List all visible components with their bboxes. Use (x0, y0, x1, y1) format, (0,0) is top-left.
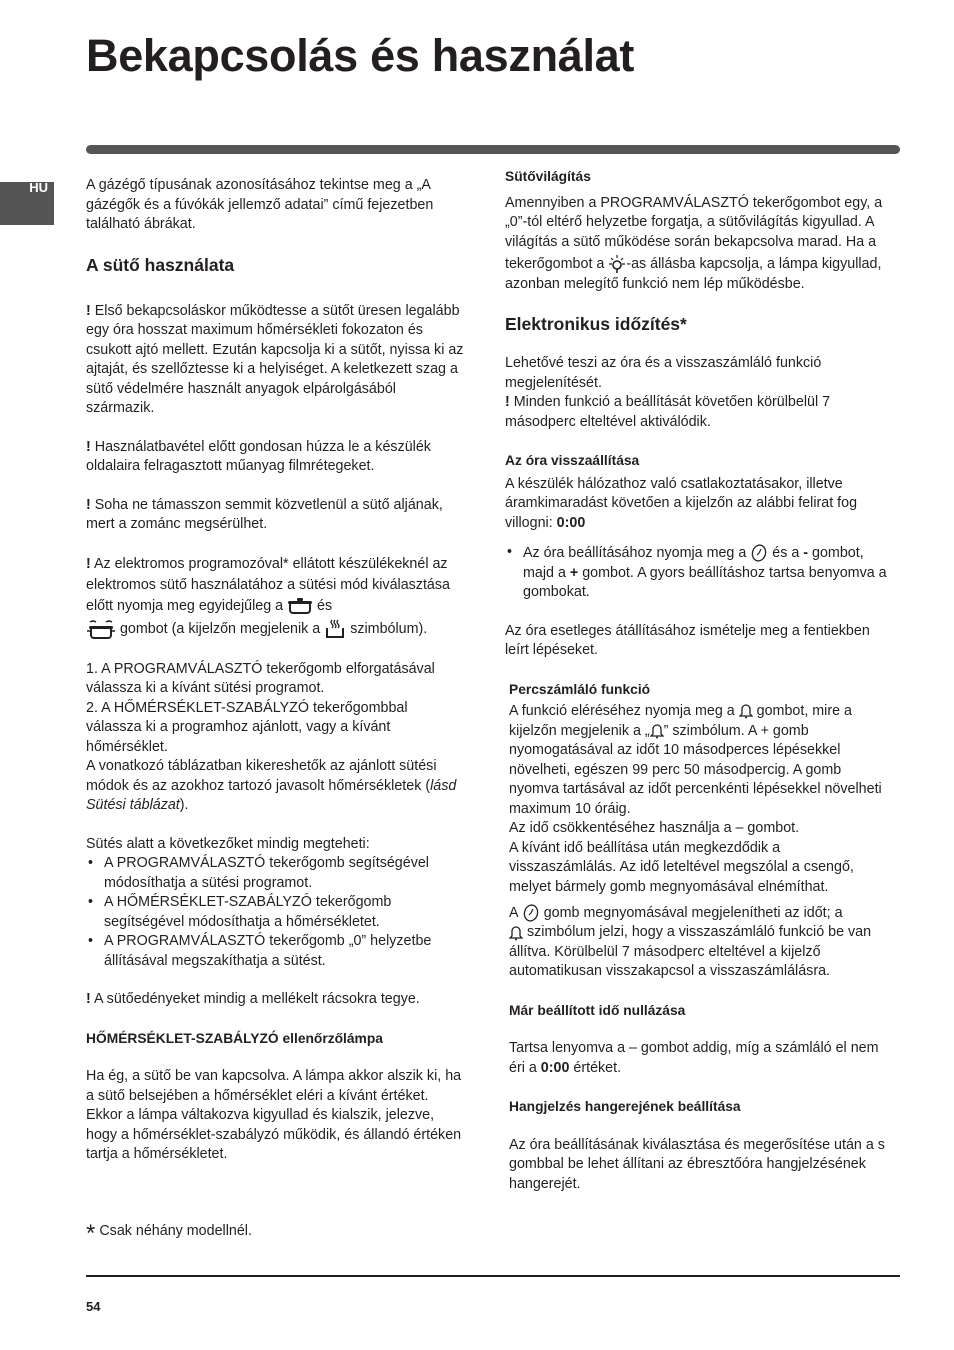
page-title: Bekapcsolás és használat (86, 30, 635, 81)
clock-reset-bullet-d: gombot. A gyors beállításhoz tartsa benyomva a gombokat. (523, 564, 887, 601)
warning-first-use-text: Első bekapcsoláskor működtesse a sütőt üresen legalább egy óra hosszat maximum hőmérsékleti fokozaton és csukott ajtó mellett. Ezután kapcsolja ki a sütőt, nyissa ki az ajtaját, és szellőztesse ki a helyiséget. A keletkezett szag a sütő védelmére használt anyagok elpárolgásából származik. (86, 302, 464, 416)
minute-timer-text (509, 702, 890, 819)
warning-bottom (86, 496, 464, 535)
oven-use-heading: A sütő használata (86, 254, 235, 275)
warning-programmer-text-d: szimbólum). (346, 620, 428, 637)
step-3-text-a: A vonatkozó táblázatban kikereshetők az ajánlott sütési módok és az azokhoz tartozó javasolt hőmérsékletek ( (86, 758, 437, 794)
warning-programmer-text-a: Az elektromos programozóval* ellátott készülékeknél az elektromos sütő használatához a sütési mód kiválasztása előtt nyomja meg egyidejűleg a (86, 555, 450, 614)
exclamation-mark: ! (86, 302, 91, 319)
plus-symbol: + (569, 564, 579, 581)
footnote-star: * (86, 1220, 96, 1247)
bottom-divider (86, 1275, 900, 1277)
minute-timer-text-a: A funkció eléréséhez nyomja meg a (509, 703, 739, 720)
thermostat-lamp-heading: HŐMÉRSÉKLET-SZABÁLYZÓ ellenőrzőlámpa (86, 1030, 383, 1046)
thermostat-lamp-text: Ha ég, a sütő be van kapcsolva. A lámpa akkor alszik ki, ha a sütő belsejében a hőmérséklet eléri a kívánt értéket. Ekkor a lámpa váltakozva kigyullad és kialszik, jelezve, hogy a hőmérséklet-szabályzó működik, és állandó értéken tartja a hőmérsékletet. (86, 1068, 462, 1162)
warning-first-use (86, 302, 464, 419)
clock-reset-text (505, 475, 890, 534)
oven-light-heading: Sütővilágítás (505, 169, 591, 184)
minute-timer-text-c: ” szimbólum. A + gomb nyomogatásával az időt 10 másodperces lépésekkel növelheti, egészen 99 perc 50 másodpercig. A gomb nyomva tartásával az időt percenkénti lépésekkel növelheti maximum 10 óráig. (509, 722, 882, 817)
reset-time-text (509, 1039, 890, 1078)
exclamation-mark: ! (86, 438, 91, 455)
reset-time-value: 0:00 (540, 1059, 570, 1076)
warning-racks-text: A sütőedényeket mindig a mellékelt rácsokra tegye. (90, 991, 420, 1007)
reset-time-text-a: Tartsa lenyomva a – gombot addig, míg a számláló el nem éri a (509, 1040, 879, 1076)
exclamation-mark: ! (86, 496, 91, 513)
list-item: • A PROGRAMVÁLASZTÓ tekerőgomb segítségével módosíthatja a sütési programot. (86, 854, 464, 893)
minute-timer-decrease: Az idő csökkentéséhez használja a – gombot. (509, 820, 800, 837)
bell-icon (739, 703, 753, 719)
step-1: 1. A PROGRAMVÁLASZTÓ tekerőgomb elforgatásával válassza ki a kívánt sütési programot. (86, 660, 435, 696)
timer-warning-text: Minden funkció a beállítását követően körülbelül 7 másodperc elteltével aktiválódik. (505, 394, 831, 430)
minute-timer-text-b: gombot, mire a kijelzőn megjelenik a „ (509, 703, 852, 739)
clock-icon (522, 903, 540, 923)
right-column (505, 167, 890, 1194)
always-intro: Sütés alatt a következőket mindig megteheti: (86, 835, 370, 852)
intro-paragraph: A gázégő típusának azonosításához tekintse meg a „A gázégők és a fúvókák jellemző adatai” című fejezetben található ábrákat. (86, 177, 434, 232)
clock-reset-text-body: A készülék hálózathoz való csatlakoztatásakor, illetve áramkimaradást követően a kijelzőn az alábbi felirat fog villogni: (505, 475, 858, 531)
list-item: • A PROGRAMVÁLASZTÓ tekerőgomb „0” helyzetbe állításával megszakíthatja a sütést. (86, 932, 464, 971)
step-3 (86, 757, 464, 816)
list-item (505, 543, 890, 602)
footnote-text: Csak néhány modellnél. (99, 1223, 252, 1239)
warning-bottom-text: Soha ne támasszon semmit közvetlenül a sütő aljának, mert a zománc megsérülhet. (86, 496, 443, 532)
language-tab: HU (0, 182, 54, 225)
clock-reset-list (505, 543, 890, 602)
clock-reset-repeat: Az óra esetleges átállításához ismételje meg a fentiekben leírt lépéseket. (505, 622, 870, 659)
bell-icon (650, 723, 664, 739)
heat-tray-icon (324, 618, 346, 640)
minute-timer-display (509, 903, 890, 982)
page-number: 54 (86, 1299, 101, 1314)
exclamation-mark: ! (86, 555, 91, 572)
oven-light-text-b: -as állásba kapcsolja, a lámpa kigyullad, azonban melegítő funkció nem lép működésbe. (505, 255, 882, 292)
clock-reset-value: 0:00 (556, 514, 586, 531)
clock-reset-bullet-b: és a (768, 545, 804, 562)
clock-reset-heading: Az óra visszaállítása (505, 453, 640, 469)
bell-icon (509, 925, 523, 941)
steaming-pot-icon (86, 617, 116, 641)
top-divider (86, 145, 900, 154)
reset-time-text-b: értéket. (569, 1059, 622, 1076)
clock-reset-bullet-c: gombot, majd a (523, 545, 864, 581)
cooking-table-reference: lásd Sütési táblázat (86, 777, 457, 813)
clock-icon (750, 543, 768, 563)
always-list (86, 854, 464, 971)
volume-text: Az óra beállításának kiválasztása és megerősítése után a s gombbal be lehet állítani az ébresztőóra hangjelzésének hangerejét. (509, 1136, 885, 1192)
minute-timer-section (505, 680, 890, 1195)
warning-film (86, 438, 464, 477)
oven-lamp-icon (608, 253, 626, 275)
footnote (86, 1220, 252, 1247)
minute-timer-heading: Percszámláló funkció (509, 681, 651, 697)
exclamation-mark: ! (86, 991, 91, 1007)
volume-heading: Hangjelzés hangerejének beállítása (509, 1099, 741, 1115)
left-column (86, 176, 464, 1165)
minute-timer-text-f: A (509, 904, 522, 921)
warning-film-text: Használatbavétel előtt gondosan húzza le a készülék oldalaira felragasztott műanyag filmrétegeket. (86, 438, 431, 474)
step-3-text-b: ). (179, 797, 189, 813)
clock-reset-bullet-a: Az óra beállításához nyomja meg a (523, 545, 751, 562)
warning-racks (86, 990, 464, 1010)
cooking-pot-icon (287, 597, 313, 615)
minus-symbol: - (803, 545, 809, 562)
warning-programmer-text-c: gombot (a kijelzőn megjelenik a (116, 620, 325, 637)
electronic-timer-text: Lehetővé teszi az óra és a visszaszámláló funkció megjelenítését. (505, 355, 822, 391)
minute-timer-text-g: gomb megnyomásával megjelenítheti az időt; a (539, 904, 843, 921)
step-2: 2. A HŐMÉRSÉKLET-SZABÁLYZÓ tekerőgombbal válassza ki a programhoz ajánlott, vagy a kívánt hőmérséklet. (86, 699, 408, 755)
warning-programmer-text-b: és (313, 597, 333, 614)
exclamation-mark: ! (505, 394, 510, 411)
reset-time-heading: Már beállított idő nullázása (509, 1002, 686, 1018)
oven-light-text-a: Amennyiben a PROGRAMVÁLASZTÓ tekerőgombot egy, a „0”-tól eltérő helyzetbe forgatja, a sütővilágítás kigyullad. A világítás a sütő működése során bekapcsolva marad. Ha a tekerőgombot a (505, 194, 883, 272)
oven-light-text (505, 194, 890, 295)
minute-timer-text-h: szimbólum jelzi, hogy a visszaszámláló funkció be van állítva. Körülbelül 7 másodperc elteltével a kijelző automatikusan visszakapcsol a visszaszámlálásra. (509, 924, 872, 980)
warning-programmer (86, 554, 464, 641)
electronic-timer-heading: Elektronikus időzítés* (505, 314, 687, 335)
minute-timer-countdown: A kívánt idő beállítása után megkezdődik a visszaszámlálás. Az idő leteltével megszólal a csengő, melyet bármely gomb megnyomásával elnémíthat. (509, 839, 854, 895)
timer-warning (505, 393, 890, 432)
list-item: • A HŐMÉRSÉKLET-SZABÁLYZÓ tekerőgomb segítségével módosíthatja a hőmérsékletet. (86, 893, 464, 932)
